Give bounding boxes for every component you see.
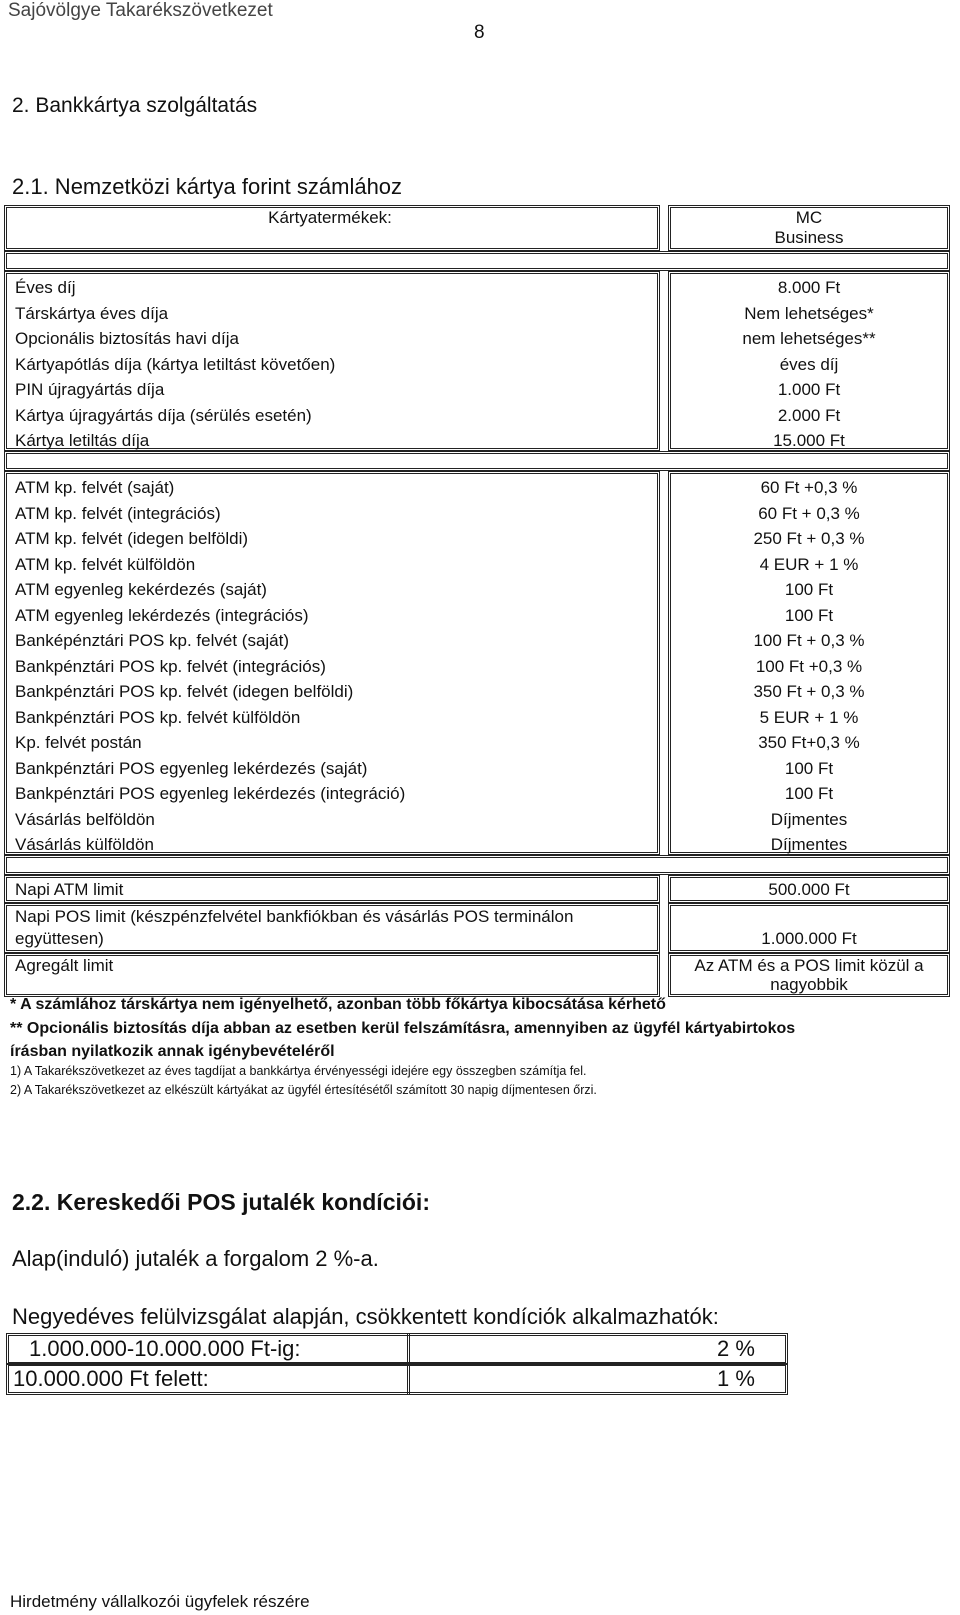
subsection-title: 2.1. Nemzetközi kártya forint számlához (12, 174, 403, 199)
limit-atm-value: 500.000 Ft (768, 880, 850, 899)
table-row-label: Kp. felvét postán (15, 733, 142, 752)
table-row-value: 100 Ft (784, 758, 834, 778)
limit-pos-label-cell (4, 903, 660, 953)
annual-fee-values (668, 271, 950, 451)
table-row-label: Bankpénztári POS egyenleg lekérdezés (saját) (15, 758, 368, 778)
table-spacer (4, 855, 950, 875)
table-row (6, 1333, 788, 1365)
table-row-value: 1.000 Ft (777, 380, 841, 399)
table-row-value: 100 Ft (784, 605, 834, 625)
table-row-label: Bankpénztári POS kp. felvét (idegen belföldi) (15, 682, 354, 701)
pos-review-text: Negyedéves felülvizsgálat alapján, csökkentett kondíciók alkalmazhatók: (12, 1304, 719, 1329)
limit-pos-value-cell (668, 903, 950, 953)
table-row-value: 350 Ft+0,3 % (758, 733, 860, 752)
table-row-value: 5 EUR + 1 % (759, 707, 859, 727)
note-2-line2: írásban nyilatkozik annak igénybevételéről (10, 1043, 335, 1060)
pos-base-text: Alap(induló) jutalék a forgalom 2 %-a. (12, 1246, 379, 1271)
transaction-fee-values (668, 471, 950, 855)
pos-rate: 1 % (717, 1366, 755, 1391)
table-row-label: PIN újragyártás díja (15, 380, 165, 399)
table-spacer (4, 451, 950, 471)
table-row-value: 60 Ft +0,3 % (760, 478, 858, 497)
table-row-value: 15.000 Ft (773, 431, 845, 450)
limit-agg-label: Agregált limit (15, 956, 114, 975)
transaction-fee-labels (4, 471, 660, 855)
table-header-products (4, 205, 660, 251)
table-row-value: 60 Ft + 0,3 % (758, 503, 860, 523)
table-row-value: 250 Ft + 0,3 % (753, 529, 865, 548)
pos-range: 1.000.000-10.000.000 Ft-ig: (29, 1336, 301, 1361)
note-2-line1: ** Opcionális biztosítás díja abban az esetben kerül felszámításra, amennyiben az ügyfél kártyabirtokos (10, 1020, 796, 1037)
card-fee-table (4, 205, 950, 997)
limit-agg-value-line2: nagyobbik (770, 975, 848, 994)
bank-name: Sajóvölgye Takarékszövetkezet (8, 0, 273, 21)
table-row-label: Kártya letiltás díja (15, 431, 150, 450)
card-type-line1: MC (795, 208, 823, 227)
table-row-label: ATM kp. felvét (idegen belföldi) (15, 529, 249, 548)
table-row-label: ATM egyenleg kekérdezés (saját) (15, 580, 267, 599)
table-row-label: ATM egyenleg lekérdezés (integrációs) (15, 605, 309, 625)
limit-atm-label: Napi ATM limit (15, 880, 124, 899)
card-type-line2: Business (774, 228, 844, 247)
table-row-label: Vásárlás belföldön (15, 809, 155, 829)
limit-atm-value-cell (668, 875, 950, 903)
table-row-label: ATM kp. felvét (integrációs) (15, 503, 221, 523)
limit-pos-label-line1: Napi POS limit (készpénzfelvétel bankfiókban és vásárlás POS terminálon (15, 907, 574, 926)
table-spacer (4, 251, 950, 271)
table-row-label: Kártyapótlás díja (kártya letiltást követően) (15, 354, 336, 374)
table-row-value: 2.000 Ft (777, 405, 841, 425)
footnotes (10, 993, 940, 1101)
column-divider (407, 1333, 410, 1365)
table-row-value: Nem lehetséges* (744, 303, 874, 323)
table-row-value: Díjmentes (770, 809, 848, 829)
table-row-label: Vásárlás külföldön (15, 835, 154, 854)
table-row-label: Banképénztári POS kp. felvét (saját) (15, 631, 290, 650)
limit-atm-label-cell (4, 875, 660, 903)
table-row-value: nem lehetséges** (742, 329, 876, 348)
table-row (6, 1363, 788, 1395)
section-title: 2. Bankkártya szolgáltatás (12, 94, 258, 117)
table-row-label: Bankpénztári POS kp. felvét külföldön (15, 707, 301, 727)
table-row-label: Kártya újragyártás díja (sérülés esetén) (15, 405, 312, 425)
table-row-label: Társkártya éves díja (15, 303, 169, 323)
limit-agg-label-cell (4, 953, 660, 997)
table-row-label: Bankpénztári POS kp. felvét (integrációs) (15, 656, 326, 676)
table-row-label: ATM kp. felvét (saját) (15, 478, 175, 497)
note-1: * A számlához társkártya nem igényelhető, azonban több főkártya kibocsátása kérhető (10, 996, 666, 1013)
table-row-label: Éves díj (15, 278, 76, 297)
products-label: Kártyatermékek: (268, 208, 392, 227)
pos-section-title: 2.2. Kereskedői POS jutalék kondíciói: (12, 1189, 430, 1215)
page-number: 8 (474, 22, 485, 43)
table-row-value: 4 EUR + 1 % (759, 554, 859, 574)
table-row-value: 100 Ft (784, 580, 834, 599)
limit-agg-value-cell (668, 953, 950, 997)
table-row-value: 100 Ft + 0,3 % (753, 631, 865, 650)
table-row-label: Bankpénztári POS egyenleg lekérdezés (integráció) (15, 784, 406, 803)
limit-agg-value-line1: Az ATM és a POS limit közül a (694, 956, 924, 975)
table-header-card-type (668, 205, 950, 251)
table-row-value: 100 Ft (784, 784, 834, 803)
annual-fee-labels (4, 271, 660, 451)
footer-text: Hirdetmény vállalkozói ügyfelek részére (10, 1592, 310, 1611)
table-row-value: Díjmentes (770, 835, 848, 854)
note-3: 1) A Takarékszövetkezet az éves tagdíjat a bankkártya érvényességi idejére egy összegben számítja fel. (10, 1064, 587, 1078)
pos-rate: 2 % (717, 1336, 755, 1361)
pos-range: 10.000.000 Ft felett: (13, 1366, 209, 1391)
table-row-value: 8.000 Ft (777, 278, 841, 297)
table-row-value: éves díj (779, 354, 839, 374)
note-4: 2) A Takarékszövetkezet az elkészült kártyákat az ügyfél értesítésétől számított 30 napig díjmentesen őrzi. (10, 1083, 597, 1097)
table-row-value: 350 Ft + 0,3 % (753, 682, 865, 701)
limit-pos-value: 1.000.000 Ft (761, 929, 857, 948)
table-row-value: 100 Ft +0,3 % (755, 656, 863, 676)
table-row-label: Opcionális biztosítás havi díja (15, 329, 239, 348)
limit-pos-label-line2: együttesen) (15, 929, 104, 948)
column-divider (407, 1363, 410, 1395)
table-row-label: ATM kp. felvét külföldön (15, 554, 196, 574)
